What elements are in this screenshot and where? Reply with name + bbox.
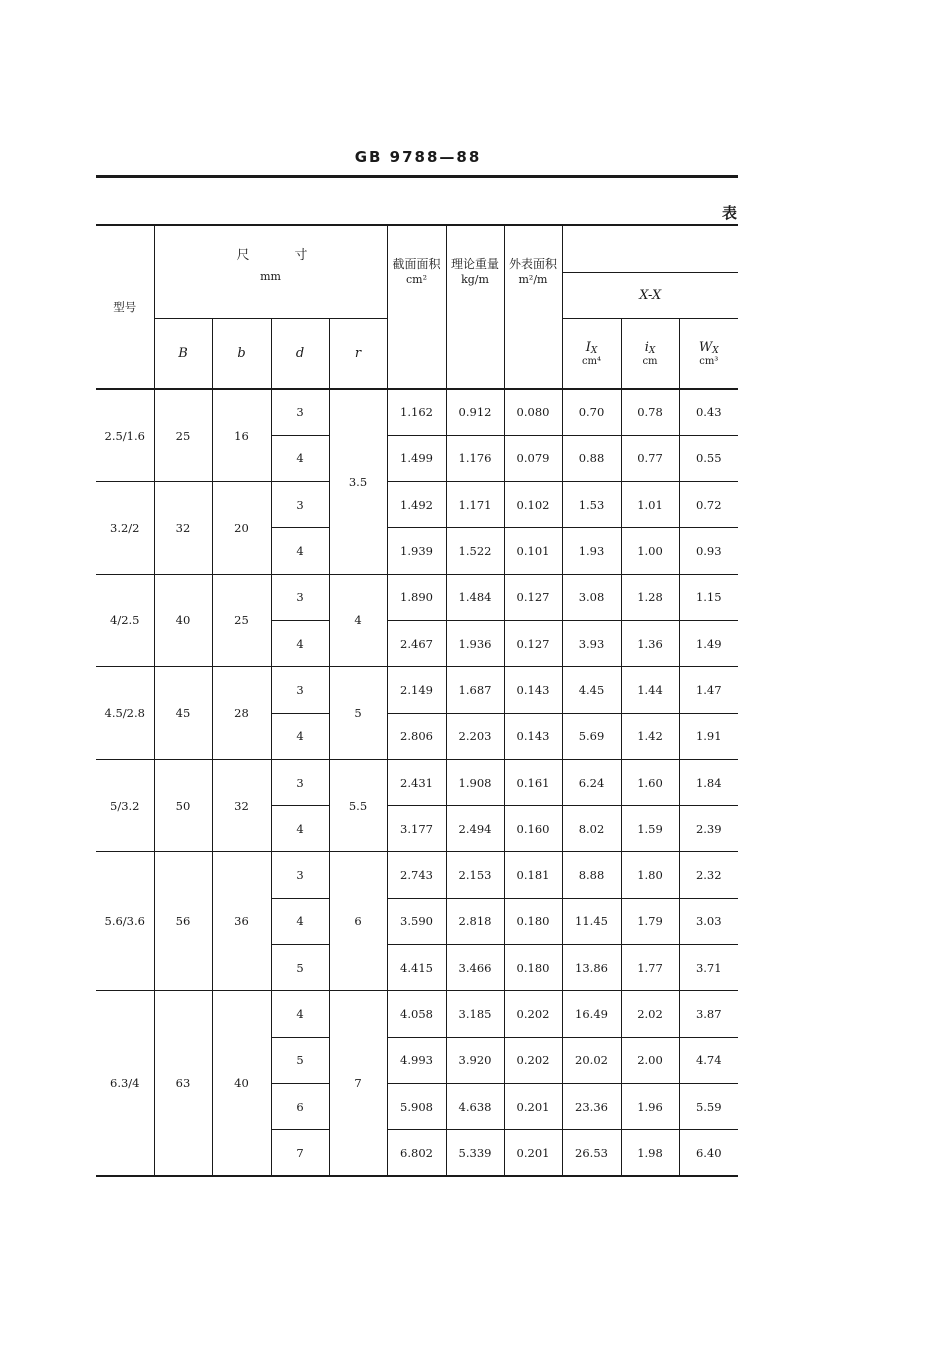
weight-cell: 2.153 <box>446 852 504 898</box>
Ix-cell: 0.70 <box>562 389 621 435</box>
model-cell: 3.2/2 <box>96 482 154 575</box>
model-cell: 5/3.2 <box>96 759 154 852</box>
Ix-cell: 6.24 <box>562 759 621 805</box>
Ix-cell: 8.02 <box>562 806 621 852</box>
blank-header-cell <box>562 225 738 272</box>
table-row <box>96 991 738 1037</box>
weight-cell: 1.687 <box>446 667 504 713</box>
Ix-cell: 8.88 <box>562 852 621 898</box>
surface-cell: 0.181 <box>504 852 562 898</box>
Ix-cell: 23.36 <box>562 1083 621 1129</box>
ix-header: $i_X$ cm <box>621 318 679 389</box>
area-cell: 2.431 <box>387 759 446 805</box>
area-cell: 3.590 <box>387 898 446 944</box>
d-header: d <box>271 318 329 389</box>
model-cell: 4.5/2.8 <box>96 667 154 760</box>
weight-cell: 2.203 <box>446 713 504 759</box>
b-cell: 20 <box>212 482 271 575</box>
area-cell: 2.149 <box>387 667 446 713</box>
b-cell: 40 <box>212 991 271 1176</box>
d-cell: 5 <box>271 1037 329 1083</box>
ix-cell: 1.59 <box>621 806 679 852</box>
Wx-cell: 0.72 <box>679 482 738 528</box>
model-cell: 6.3/4 <box>96 991 154 1176</box>
d-cell: 3 <box>271 759 329 805</box>
axis-xx-header: X-X <box>562 272 738 318</box>
d-cell: 4 <box>271 806 329 852</box>
Ix-cell: 1.53 <box>562 482 621 528</box>
Wx-cell: 5.59 <box>679 1083 738 1129</box>
ix-cell: 1.77 <box>621 945 679 991</box>
Wx-cell: 6.40 <box>679 1130 738 1176</box>
r-cell: 3.5 <box>329 389 387 574</box>
table-row <box>96 389 738 435</box>
Ix-cell: 5.69 <box>562 713 621 759</box>
weight-cell: 2.494 <box>446 806 504 852</box>
ix-cell: 1.28 <box>621 574 679 620</box>
ix-cell: 1.80 <box>621 852 679 898</box>
d-cell: 4 <box>271 620 329 666</box>
d-cell: 3 <box>271 389 329 435</box>
weight-header-blank <box>446 318 504 389</box>
table-label: 表 <box>722 204 738 222</box>
table-row <box>96 667 738 713</box>
B-cell: 40 <box>154 574 212 667</box>
angle-steel-spec-table <box>96 224 738 1177</box>
Wx-cell: 1.91 <box>679 713 738 759</box>
Ix-cell: 3.93 <box>562 620 621 666</box>
B-cell: 45 <box>154 667 212 760</box>
B-cell: 32 <box>154 482 212 575</box>
Wx-header: $W_X$ cm³ <box>679 318 738 389</box>
Ix-cell: 11.45 <box>562 898 621 944</box>
Wx-cell: 3.71 <box>679 945 738 991</box>
Ix-cell: 16.49 <box>562 991 621 1037</box>
table-row <box>96 482 738 528</box>
B-header: B <box>154 318 212 389</box>
area-cell: 2.467 <box>387 620 446 666</box>
r-header: r <box>329 318 387 389</box>
d-cell: 4 <box>271 435 329 481</box>
weight-cell: 1.171 <box>446 482 504 528</box>
r-cell: 5 <box>329 667 387 760</box>
d-cell: 3 <box>271 667 329 713</box>
model-cell: 4/2.5 <box>96 574 154 667</box>
surface-cell: 0.160 <box>504 806 562 852</box>
surface-cell: 0.201 <box>504 1130 562 1176</box>
surface-header-blank <box>504 318 562 389</box>
weight-cell: 0.912 <box>446 389 504 435</box>
weight-cell: 1.936 <box>446 620 504 666</box>
table-row <box>96 574 738 620</box>
b-cell: 16 <box>212 389 271 482</box>
weight-cell: 1.484 <box>446 574 504 620</box>
area-cell: 4.415 <box>387 945 446 991</box>
Ix-cell: 0.88 <box>562 435 621 481</box>
area-cell: 1.939 <box>387 528 446 574</box>
dimensions-title-a: 尺 <box>236 248 250 263</box>
area-cell: 5.908 <box>387 1083 446 1129</box>
weight-cell: 5.339 <box>446 1130 504 1176</box>
B-cell: 63 <box>154 991 212 1176</box>
standard-number: GB 9788—88 <box>354 148 482 166</box>
area-header-blank <box>387 318 446 389</box>
Wx-cell: 1.47 <box>679 667 738 713</box>
model-cell: 2.5/1.6 <box>96 389 154 482</box>
b-cell: 32 <box>212 759 271 852</box>
area-cell: 1.492 <box>387 482 446 528</box>
surface-cell: 0.161 <box>504 759 562 805</box>
ix-cell: 1.96 <box>621 1083 679 1129</box>
model-cell: 5.6/3.6 <box>96 852 154 991</box>
Wx-cell: 1.49 <box>679 620 738 666</box>
Ix-cell: 13.86 <box>562 945 621 991</box>
surface-cell: 0.143 <box>504 667 562 713</box>
B-cell: 25 <box>154 389 212 482</box>
Ix-cell: 1.93 <box>562 528 621 574</box>
surface-cell: 0.080 <box>504 389 562 435</box>
Ix-cell: 3.08 <box>562 574 621 620</box>
table-row <box>96 852 738 898</box>
b-header: b <box>212 318 271 389</box>
ix-cell: 2.02 <box>621 991 679 1037</box>
surface-cell: 0.101 <box>504 528 562 574</box>
d-cell: 7 <box>271 1130 329 1176</box>
area-cell: 1.162 <box>387 389 446 435</box>
Ix-cell: 4.45 <box>562 667 621 713</box>
surface-cell: 0.180 <box>504 898 562 944</box>
area-header: 截面面积 cm² <box>387 225 446 318</box>
Ix-cell: 26.53 <box>562 1130 621 1176</box>
Wx-cell: 3.03 <box>679 898 738 944</box>
area-cell: 4.058 <box>387 991 446 1037</box>
ix-cell: 2.00 <box>621 1037 679 1083</box>
r-cell: 6 <box>329 852 387 991</box>
surface-header: 外表面积 m²/m <box>504 225 562 318</box>
ix-cell: 1.60 <box>621 759 679 805</box>
weight-header: 理论重量 kg/m <box>446 225 504 318</box>
Ix-header: $I_X$ cm⁴ <box>562 318 621 389</box>
area-cell: 3.177 <box>387 806 446 852</box>
surface-cell: 0.127 <box>504 574 562 620</box>
weight-cell: 3.185 <box>446 991 504 1037</box>
surface-cell: 0.202 <box>504 1037 562 1083</box>
ix-cell: 1.79 <box>621 898 679 944</box>
area-cell: 2.806 <box>387 713 446 759</box>
area-cell: 2.743 <box>387 852 446 898</box>
surface-cell: 0.127 <box>504 620 562 666</box>
Wx-cell: 2.39 <box>679 806 738 852</box>
d-cell: 3 <box>271 482 329 528</box>
ix-cell: 1.42 <box>621 713 679 759</box>
d-cell: 4 <box>271 528 329 574</box>
table-row <box>96 759 738 805</box>
r-cell: 4 <box>329 574 387 667</box>
Wx-cell: 0.93 <box>679 528 738 574</box>
d-cell: 4 <box>271 713 329 759</box>
b-cell: 25 <box>212 574 271 667</box>
d-cell: 4 <box>271 898 329 944</box>
ix-cell: 1.00 <box>621 528 679 574</box>
Wx-cell: 4.74 <box>679 1037 738 1083</box>
B-cell: 50 <box>154 759 212 852</box>
weight-cell: 1.908 <box>446 759 504 805</box>
surface-cell: 0.202 <box>504 991 562 1037</box>
d-cell: 4 <box>271 991 329 1037</box>
dimensions-title-b: 寸 <box>294 248 308 263</box>
weight-cell: 4.638 <box>446 1083 504 1129</box>
d-cell: 3 <box>271 852 329 898</box>
B-cell: 56 <box>154 852 212 991</box>
d-cell: 3 <box>271 574 329 620</box>
header-rule <box>96 175 738 178</box>
ix-cell: 1.44 <box>621 667 679 713</box>
Wx-cell: 2.32 <box>679 852 738 898</box>
r-cell: 5.5 <box>329 759 387 852</box>
Wx-cell: 0.43 <box>679 389 738 435</box>
weight-cell: 1.522 <box>446 528 504 574</box>
b-cell: 36 <box>212 852 271 991</box>
Ix-cell: 20.02 <box>562 1037 621 1083</box>
surface-cell: 0.079 <box>504 435 562 481</box>
r-cell: 7 <box>329 991 387 1176</box>
b-cell: 28 <box>212 667 271 760</box>
Wx-cell: 1.84 <box>679 759 738 805</box>
Wx-cell: 3.87 <box>679 991 738 1037</box>
ix-cell: 1.36 <box>621 620 679 666</box>
ix-cell: 1.01 <box>621 482 679 528</box>
surface-cell: 0.102 <box>504 482 562 528</box>
weight-cell: 2.818 <box>446 898 504 944</box>
model-header: 型号 <box>96 225 154 389</box>
d-cell: 5 <box>271 945 329 991</box>
surface-cell: 0.201 <box>504 1083 562 1129</box>
surface-cell: 0.143 <box>504 713 562 759</box>
weight-cell: 1.176 <box>446 435 504 481</box>
weight-cell: 3.920 <box>446 1037 504 1083</box>
weight-cell: 3.466 <box>446 945 504 991</box>
surface-cell: 0.180 <box>504 945 562 991</box>
area-cell: 6.802 <box>387 1130 446 1176</box>
ix-cell: 1.98 <box>621 1130 679 1176</box>
area-cell: 4.993 <box>387 1037 446 1083</box>
area-cell: 1.890 <box>387 574 446 620</box>
area-cell: 1.499 <box>387 435 446 481</box>
dimensions-unit: mm <box>260 270 281 283</box>
Wx-cell: 1.15 <box>679 574 738 620</box>
ix-cell: 0.77 <box>621 435 679 481</box>
d-cell: 6 <box>271 1083 329 1129</box>
ix-cell: 0.78 <box>621 389 679 435</box>
dimensions-header <box>154 225 387 318</box>
Wx-cell: 0.55 <box>679 435 738 481</box>
